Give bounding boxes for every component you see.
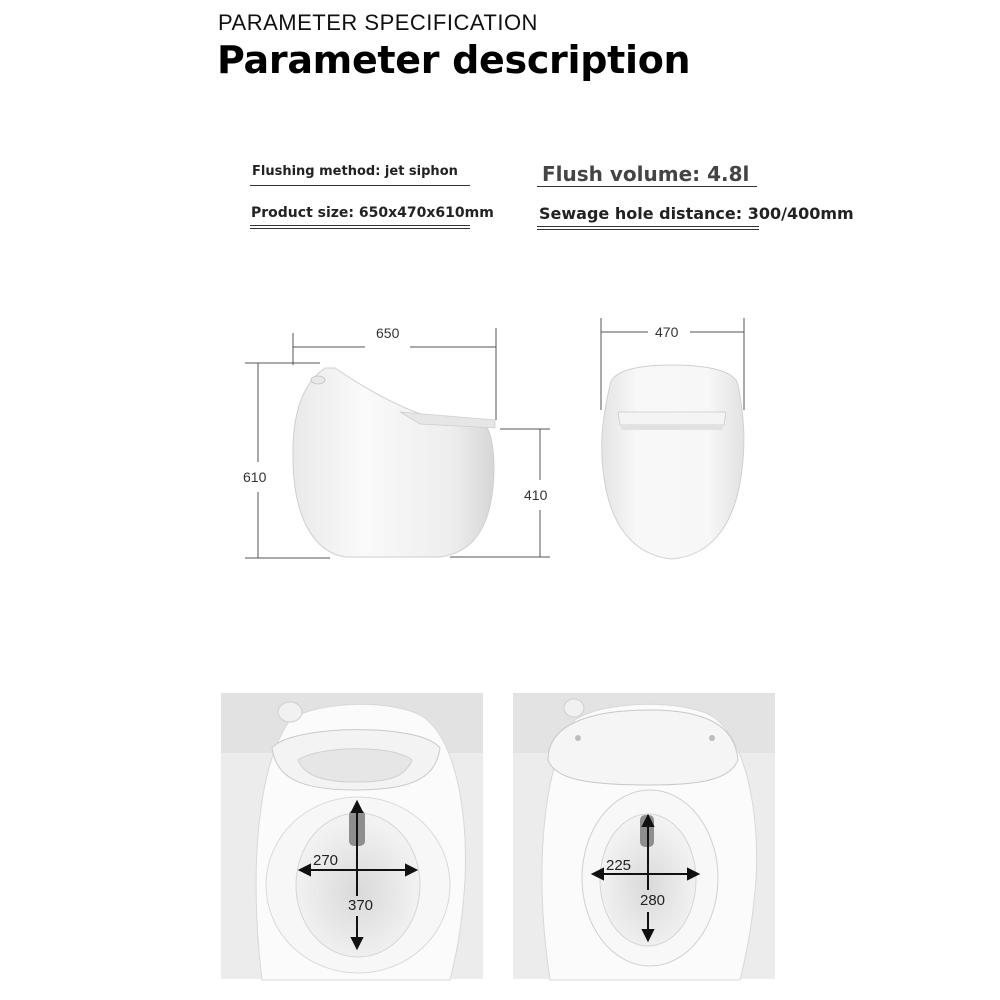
photo-right-length-label: 280: [640, 892, 666, 909]
dim-label-650: 650: [376, 325, 400, 341]
front-view-toilet: [602, 365, 744, 559]
spec-flushing-method: Flushing method: jet siphon: [252, 164, 458, 179]
photo-right: [513, 693, 775, 980]
page-title: Parameter description: [217, 38, 691, 82]
dim-label-470: 470: [655, 324, 679, 340]
photo-right-width-label: 225: [606, 857, 632, 874]
side-view-toilet: [293, 368, 495, 557]
photo-left-length-label: 370: [348, 897, 374, 914]
photo-left: [221, 693, 483, 980]
flush-button-icon: [311, 376, 325, 384]
spec-sewage-distance: Sewage hole distance: 300/400mm: [539, 204, 854, 223]
photo-left-width-label: 270: [313, 852, 339, 869]
page-subtitle: PARAMETER SPECIFICATION: [218, 10, 538, 35]
flush-button-icon: [278, 702, 302, 722]
flush-button-icon: [564, 699, 584, 717]
spec-flush-volume: Flush volume: 4.8l: [542, 162, 750, 186]
spec-product-size: Product size: 650x470x610mm: [251, 205, 494, 221]
dim-label-410: 410: [524, 487, 548, 503]
dim-label-610: 610: [243, 469, 267, 485]
